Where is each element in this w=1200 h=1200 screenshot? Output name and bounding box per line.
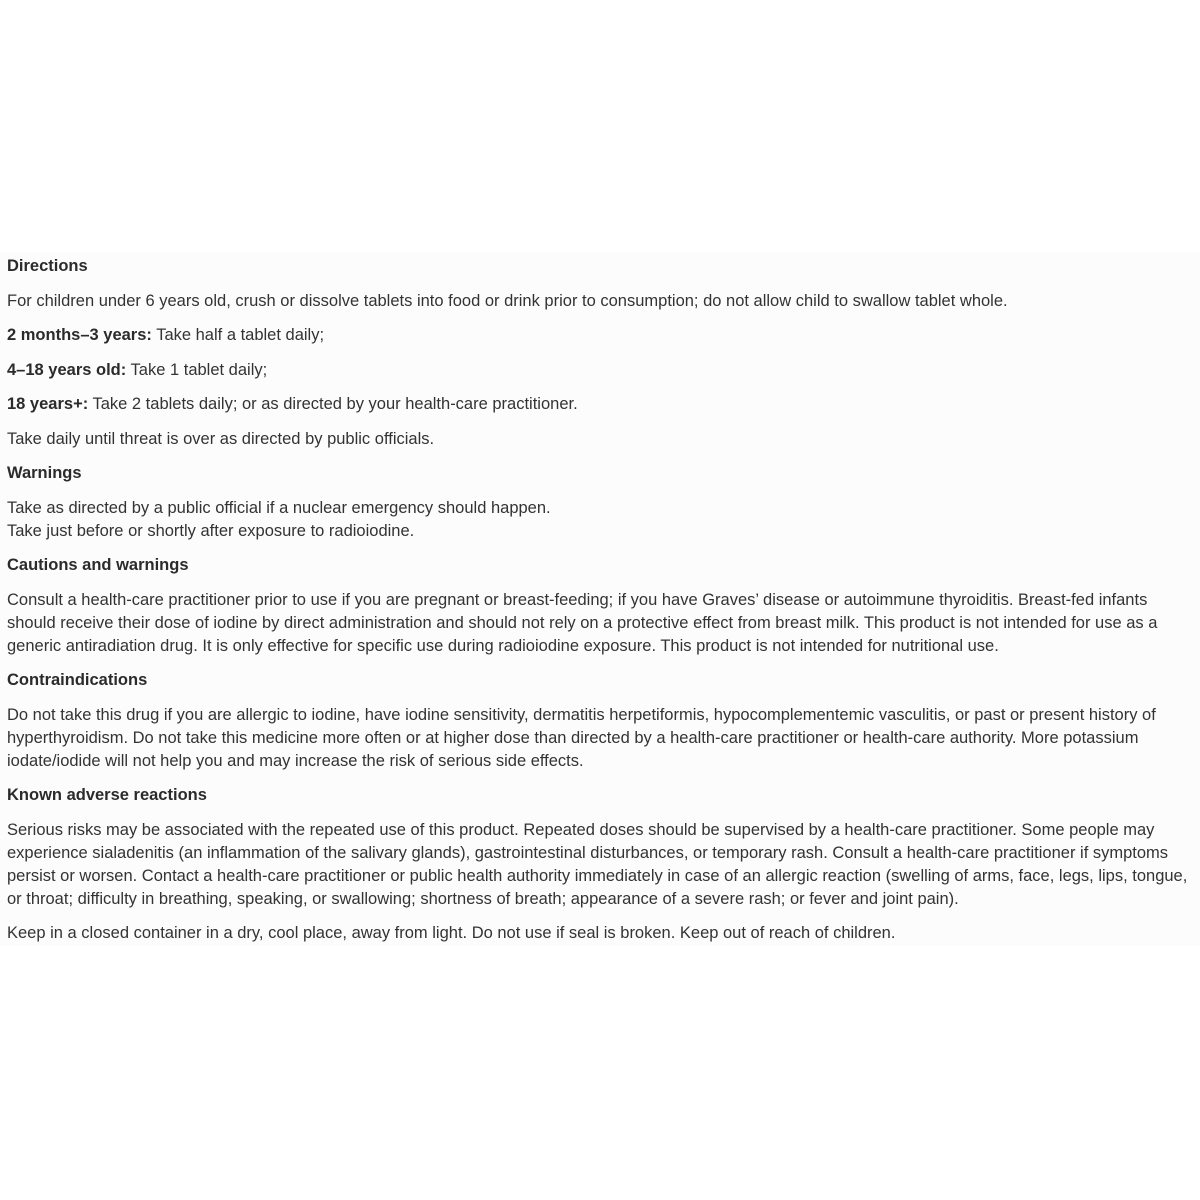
directions-duration: Take daily until threat is over as directed by public officials. [7, 429, 435, 448]
cautions-heading: Cautions and warnings [7, 556, 189, 574]
dose-label: 2 months–3 years: [7, 326, 152, 344]
directions-heading: Directions [7, 257, 88, 275]
storage-text: Keep in a closed container in a dry, cool place, away from light. Do not use if seal is broken. Keep out of reach of children. [7, 924, 896, 942]
product-info-panel [0, 252, 1200, 946]
dose-text: Take half a tablet daily; [151, 326, 325, 344]
cautions-text: Consult a health-care practitioner prior to use if you are pregnant or breast-feeding; if you have Graves’ disease or autoimmune thyroiditis. Breast-fed infants should receive their dose of iodine by direct administration and should not rely on a protective effect from breast milk. This product is not intended for use as a generic antiradiation drug. It is only effective for specific use during radioiodine exposure. This product is not intended for nutritional use. [7, 590, 1158, 655]
adverse-reactions-text: Serious risks may be associated with the repeated use of this product. Repeated doses should be supervised by a health-care practitioner. Some people may experience sialadenitis (an inflammation of the salivary glands), gastrointestinal disturbances, or temporary rash. Consult a health-care practitioner if symptoms persist or worsen. Contact a health-care practitioner or public health authority immediately in case of an allergic reaction (swelling of arms, face, legs, lips, tongue, or throat; difficulty in breathing, speaking, or swallowing; shortness of breath; appearance of a severe rash; or fever and joint pain). [7, 820, 1188, 908]
warnings-heading: Warnings [7, 464, 82, 482]
dose-text: Take 1 tablet daily; [126, 360, 268, 379]
dose-label: 18 years+: [7, 395, 89, 413]
directions-intro: For children under 6 years old, crush or dissolve tablets into food or drink prior to consumption; do not allow child to swallow tablet whole. [7, 291, 1008, 310]
dose-item [7, 324, 1193, 347]
contraindications-heading: Contraindications [7, 671, 148, 689]
warnings-line: Take as directed by a public official if a nuclear emergency should happen. [7, 498, 551, 517]
dose-label: 4–18 years old: [7, 360, 127, 379]
dose-item [7, 359, 1193, 382]
dose-item [7, 393, 1193, 416]
adverse-reactions-heading: Known adverse reactions [7, 786, 207, 804]
warnings-text [7, 497, 1193, 543]
contraindications-text: Do not take this drug if you are allergic to iodine, have iodine sensitivity, dermatitis herpetiformis, hypocomplementemic vasculitis, or past or present history of hyperthyroidism. Do not take this medicine more often or at higher dose than directed by a health-care practitioner or health-care authority. More potassium iodate/iodide will not help you and may increase the risk of serious side effects. [7, 705, 1156, 770]
dose-text: Take 2 tablets daily; or as directed by your health-care practitioner. [88, 395, 578, 413]
warnings-line: Take just before or shortly after exposure to radioiodine. [7, 521, 415, 540]
